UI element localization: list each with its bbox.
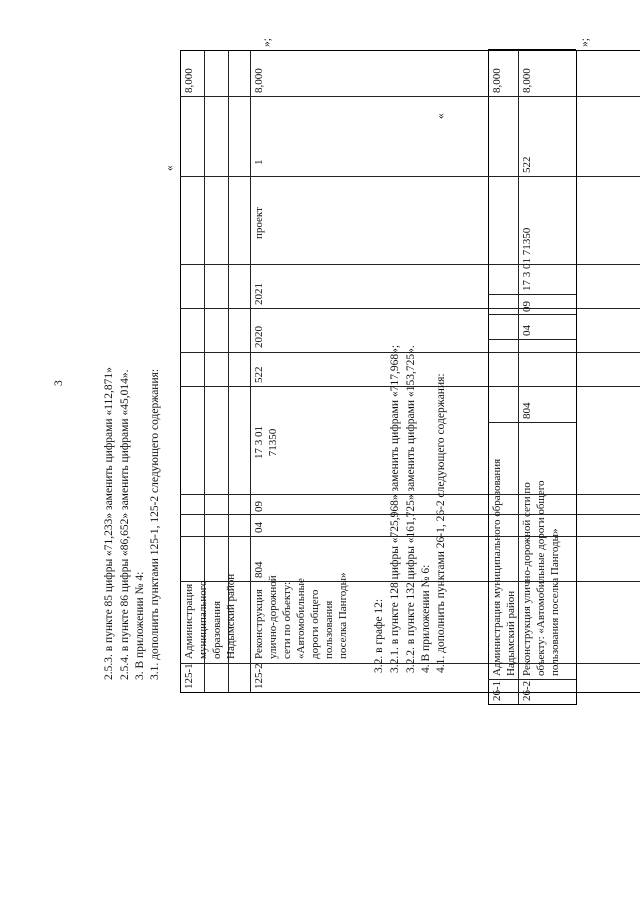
close-quote-2: »; [579,38,591,47]
row-125-2-name-cell [252,573,350,659]
row-number-125-2: 125-2 [253,663,265,689]
row-125-1-name-cell [182,574,238,659]
text-line: 71350 [267,428,279,457]
row-125-2-target-article [252,426,280,459]
text-line: 17 3 01 [253,426,265,459]
table-1-col-line [180,308,640,309]
row-125-2-year-start: 2020 [253,326,265,348]
paragraph-4: 4. В приложении № 6: [420,564,432,673]
row-26-1-name-cell [490,459,518,676]
text-line: Администрация [183,583,195,659]
table-2-border-right [488,49,576,50]
text-line: улично-дорожной [267,575,279,659]
row-125-2-value: 8,000 [253,68,265,93]
table-1-col-line [180,264,640,265]
paragraph-4-1: 4.1. дополнить пунктами 26-1, 26-2 следующего содержания: [435,373,447,673]
table-2-col-line [488,339,576,340]
paragraph-2-5-3: 2.5.3. в пункте 85 цифры «71,233» заменить цифрами «112,871» [103,367,115,680]
row-125-1-value: 8,000 [183,68,195,93]
text-line: образования [211,600,223,659]
table-1-row-divider [250,51,251,693]
text-line: Администрация муниципального образования [491,458,503,676]
table-2-col-line [488,294,576,295]
text-line: муниципального [197,580,209,659]
row-125-2-code-804: 804 [253,561,265,578]
row-26-1-value: 8,000 [491,68,503,93]
text-line: Надымский район [225,573,237,659]
row-number-125-1: 125-1 [183,663,195,689]
table-1-border-top [180,51,181,693]
row-26-2-code-804: 804 [521,402,533,419]
paragraph-3-2: 3.2. в графе 12: [373,598,385,673]
row-125-2-year-end: 2021 [253,283,265,305]
text-line: дороги общего [309,589,321,659]
text-line: Реконструкция улично-дорожной сети по [521,482,533,676]
row-26-2-code-522: 522 [521,156,533,173]
text-line: пользования [323,600,335,659]
text-line: «Автомобильные [295,578,307,659]
row-26-2-name-cell [520,480,562,676]
text-line: Надымский район [505,590,517,676]
close-quote-1: »; [261,38,273,47]
paragraph-3-2-1: 3.2.1. в пункте 128 цифры «725,968» заменить цифрами «717,968»; [389,344,401,673]
row-125-2-code-04: 04 [253,522,265,533]
row-125-2-code-522: 522 [253,366,265,383]
paragraph-3: 3. В приложении № 4: [134,571,146,680]
text-line: Реконструкция [253,589,265,659]
table-2-row-divider [518,50,519,705]
row-125-2-stage: проект [253,207,265,239]
row-125-2-code-09: 09 [253,501,265,512]
table-2-col-line [488,96,576,97]
row-number-26-2: 26-2 [521,680,533,701]
row-26-2-code-09: 09 [521,301,533,312]
row-26-2-value: 8,000 [521,68,533,93]
table-2-border-top [488,50,489,705]
table-1-border-left [180,692,640,693]
text-line: объекту: «Автомобильные дороги общего [535,480,547,676]
table-2-col-line [488,422,576,423]
text-line: поселка Пангоды» [337,572,349,659]
open-quote-1: « [164,165,176,171]
open-quote-2: « [435,113,447,119]
row-125-2-count: 1 [253,159,265,165]
table-2-col-line [488,314,576,315]
row-26-2-code-04: 04 [521,325,533,336]
table-2-border-left [488,704,576,705]
table-2-col-line [488,176,576,177]
page-number: 3 [53,380,65,386]
table-1-border-right [180,50,640,51]
text-line: пользования поселка Пангоды» [549,528,561,676]
text-line: сети по объекту: [281,581,293,659]
table-2-border-bottom [576,50,577,705]
paragraph-3-1: 3.1. дополнить пунктами 125-1, 125-2 следующего содержания: [149,368,161,680]
row-26-2-target-article: 17 3 01 71350 [521,227,533,291]
paragraph-2-5-4: 2.5.4. в пункте 86 цифры «86,652» заменить цифрами «45,014». [119,369,131,680]
row-number-26-1: 26-1 [491,680,503,701]
paragraph-3-2-2: 3.2.2. в пункте 132 цифры «161,725» заменить цифрами «153,725». [405,345,417,673]
